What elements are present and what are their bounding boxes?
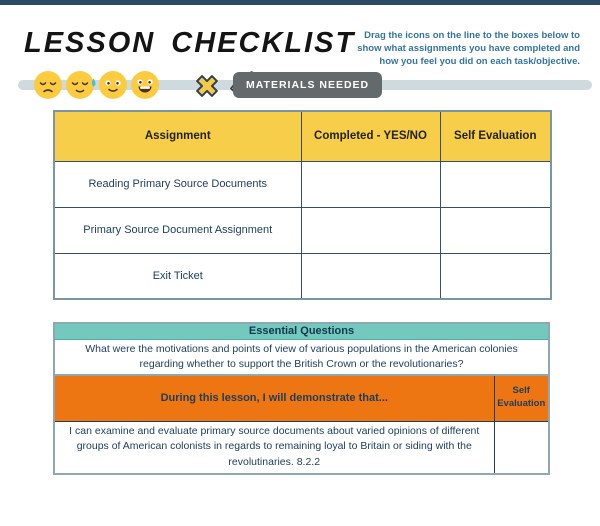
self-evaluation-drop-cell[interactable] [440, 161, 551, 207]
downcast-sweat-face-icon[interactable] [65, 70, 95, 100]
cross-mark-icon[interactable] [192, 71, 222, 101]
self-evaluation-drop-cell[interactable] [440, 207, 551, 253]
checklist-header-row [54, 111, 551, 161]
essential-question-text: What were the motivations and points of view of various populations in the American colonies regarding whether to support the British Crown or the revolutionaries? [54, 339, 549, 375]
lesson-objective-table [53, 374, 550, 475]
completed-drop-cell[interactable] [301, 161, 440, 207]
top-accent-bar [0, 0, 600, 5]
objective-self-evaluation-header: Self Evaluation [494, 375, 549, 421]
pensive-face-icon[interactable] [33, 70, 63, 100]
table-row [54, 161, 551, 207]
objective-text: I can examine and evaluate primary source documents about varied opinions of different groups of American colonists in regards to remaining loyal to Britain or siding with the revolutinaries. 8.2.2 [54, 421, 494, 474]
objective-self-evaluation-drop-cell[interactable] [494, 421, 549, 474]
smiling-face-icon[interactable] [98, 70, 128, 100]
grinning-face-icon[interactable] [130, 70, 160, 100]
materials-needed-label: MATERIALS NEEDED [246, 79, 370, 91]
page-title: LESSON CHECKLIST [24, 27, 356, 59]
assignment-cell: Exit Ticket [54, 253, 301, 299]
self-evaluation-header: Self Evaluation [440, 111, 551, 161]
table-row [54, 253, 551, 299]
essential-questions-header: Essential Questions [54, 323, 549, 339]
essential-questions-row [54, 339, 549, 375]
assignment-header: Assignment [54, 111, 301, 161]
completed-drop-cell[interactable] [301, 253, 440, 299]
instructions-text: Drag the icons on the line to the boxes below to show what assignments you have completed and how you feel you did on each task/objective. [357, 30, 580, 67]
essential-questions-table [53, 322, 550, 376]
essential-questions-header-row [54, 323, 549, 339]
assignment-cell: Primary Source Document Assignment [54, 207, 301, 253]
lesson-objective-row [54, 421, 549, 474]
self-evaluation-drop-cell[interactable] [440, 253, 551, 299]
completed-header: Completed - YES/NO [301, 111, 440, 161]
checklist-table [53, 110, 552, 300]
lesson-objective-header-row [54, 375, 549, 421]
assignment-cell: Reading Primary Source Documents [54, 161, 301, 207]
materials-needed-button[interactable] [233, 72, 382, 98]
table-row [54, 207, 551, 253]
completed-drop-cell[interactable] [301, 207, 440, 253]
lesson-objective-header: During this lesson, I will demonstrate that... [54, 375, 494, 421]
